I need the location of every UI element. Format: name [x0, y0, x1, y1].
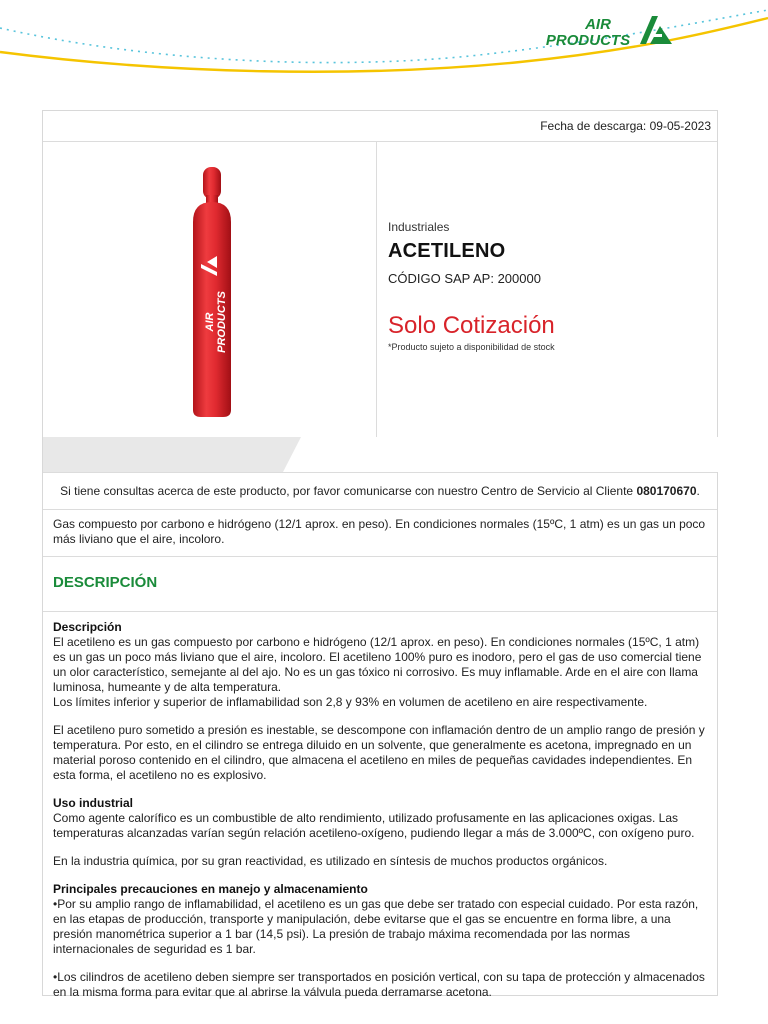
section-title-precauciones: Principales precauciones en manejo y almacenamiento	[53, 882, 368, 896]
download-date-row	[43, 111, 717, 141]
product-summary: Gas compuesto por carbono e hidrógeno (12/1 aprox. en peso). En condiciones normales (15ºC, 1 atm) es un gas un poco más liviano que el aire, incoloro.	[53, 517, 706, 546]
contact-row	[43, 473, 717, 509]
section-title-descripcion: Descripción	[53, 620, 122, 634]
product-image	[43, 142, 376, 437]
acetylene-cylinder-image	[43, 142, 376, 437]
product-name: ACETILENO	[388, 240, 506, 262]
section-title-uso-industrial: Uso industrial	[53, 796, 134, 810]
paragraph: Como agente calorífico es un combustible de alto rendimiento, utilizado profusamente en las aplicaciones oxigas. Las temperaturas alcanzadas varían según relación acetileno-oxígeno, pudiendo llegar a más de 3.000ºC, con oxígeno puro.	[53, 811, 695, 840]
download-date: Fecha de descarga: 09-05-2023	[540, 119, 711, 133]
air-products-logo	[540, 12, 690, 52]
product-sheet	[42, 110, 718, 999]
column-divider	[376, 142, 377, 437]
logo-text-air: AIR	[585, 16, 611, 33]
paragraph: El acetileno es un gas compuesto por carbono e hidrógeno (12/1 aprox. en peso). En condiciones normales (15ºC, 1 atm) es un gas un poco más liviano que el aire, incoloro. El acetileno 100% puro es inodoro, pero el gas de uso comercial tiene un olor característico, semejante al del ajo. No es un gas tóxico ni corrosivo. Es muy inflamable. Arde en el aire con llama luminosa, humeante y de alta temperatura.	[53, 635, 702, 694]
paragraph: El acetileno puro sometido a presión es inestable, se descompone con inflamación dentro de un amplio rango de presión y temperatura. Por esto, en el cilindro se entrega diluido en un solvente, que generalmente es acetona, impregnado en un material poroso contenido en el cilindro, que almacena el acetileno en miles de pequeñas cavidades independientes. En esta forma, el acetileno no es explosivo.	[53, 723, 705, 782]
paragraph: En la industria química, por su gran reactividad, es utilizado en síntesis de muchos productos orgánicos.	[53, 854, 608, 868]
sap-code: CÓDIGO SAP AP: 200000	[388, 271, 541, 286]
logo-mark-icon	[640, 16, 672, 44]
customer-service-phone[interactable]: 080170670	[636, 484, 697, 498]
description-heading: DESCRIPCIÓN	[53, 574, 158, 591]
cylinder-label-products: PRODUCTS	[216, 291, 228, 353]
description-body	[43, 612, 717, 1000]
quote-only-label: Solo Cotización	[388, 312, 555, 339]
product-category: Industriales	[388, 220, 450, 234]
cylinder-label-air: AIR	[204, 312, 216, 332]
product-header	[43, 142, 717, 437]
contact-text: Si tiene consultas acerca de este producto, por favor comunicarse con nuestro Centro de Servicio al Cliente	[60, 484, 637, 498]
product-info	[388, 220, 708, 352]
description-heading-row	[43, 557, 717, 611]
gray-band	[43, 437, 717, 472]
contact-suffix: .	[696, 484, 700, 498]
paragraph: •Por su amplio rango de inflamabilidad, el acetileno es un gas que debe ser tratado con especial cuidado. Por esta razón, en las etapas de producción, transporte y manipulación, debe evitarse que el gas se encuentre en forma libre, a una presión manométrica superior a 1 bar (14,5 psi). La presión de trabajo máxima recomendada por las normas internacionales de seguridad es 1 bar.	[53, 897, 699, 956]
paragraph: •Los cilindros de acetileno deben siempre ser transportados en posición vertical, con su tapa de protección y almacenados en la misma forma para evitar que al abrirse la válvula pueda derramarse acetona.	[53, 970, 705, 999]
logo-text-products: PRODUCTS	[545, 32, 631, 49]
page-header	[0, 0, 768, 80]
stock-note: *Producto sujeto a disponibilidad de stock	[388, 342, 555, 352]
paragraph: Los límites inferior y superior de inflamabilidad son 2,8 y 93% en volumen de acetileno en aire respectivamente.	[53, 695, 648, 709]
